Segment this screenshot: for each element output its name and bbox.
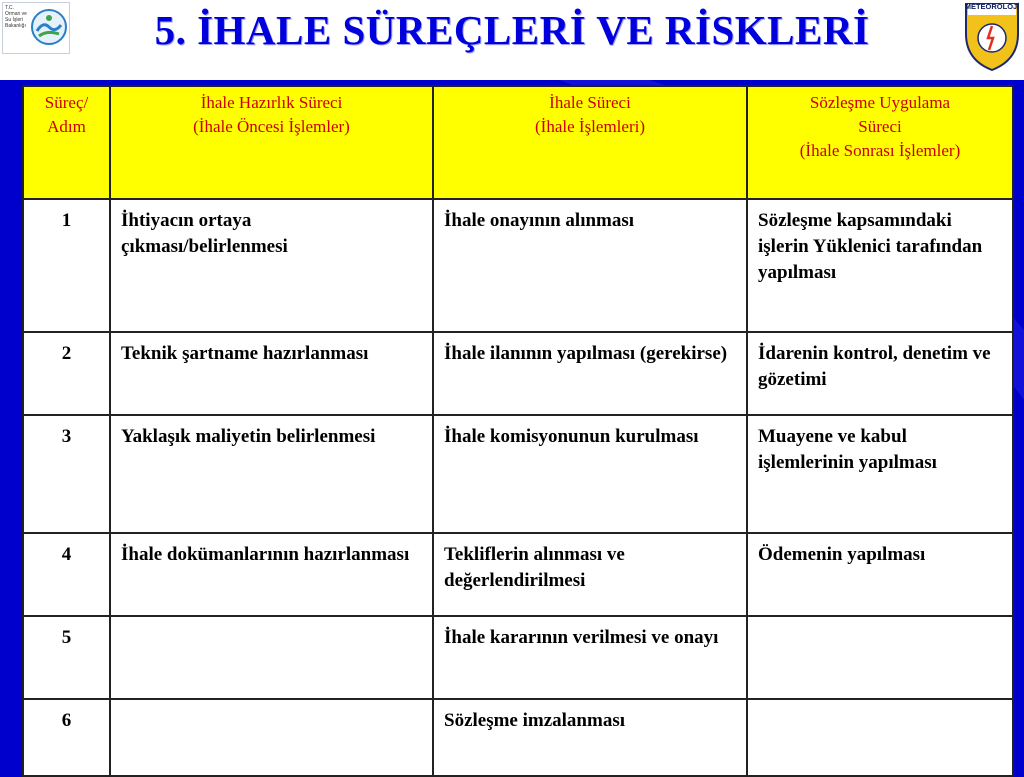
table-row bbox=[23, 332, 1013, 415]
preparation-cell: Teknik şartname hazırlanması bbox=[110, 332, 433, 415]
tender-cell: İhale komisyonunun kurulması bbox=[433, 415, 747, 533]
table-row bbox=[23, 415, 1013, 533]
step-number: 5 bbox=[23, 616, 110, 699]
preparation-cell bbox=[110, 699, 433, 776]
tender-cell: İhale onayının alınması bbox=[433, 199, 747, 332]
preparation-cell: İhtiyacın ortaya çıkması/belirlenmesi bbox=[110, 199, 433, 332]
preparation-cell bbox=[110, 616, 433, 699]
table-row bbox=[23, 533, 1013, 616]
preparation-cell: İhale dokümanlarının hazırlanması bbox=[110, 533, 433, 616]
contract-cell: Sözleşme kapsamındaki işlerin Yüklenici tarafından yapılması bbox=[747, 199, 1013, 332]
tender-cell: Sözleşme imzalanması bbox=[433, 699, 747, 776]
header-preparation-process: İhale Hazırlık Süreci (İhale Öncesi İşlemler) bbox=[110, 86, 433, 199]
preparation-cell: Yaklaşık maliyetin belirlenmesi bbox=[110, 415, 433, 533]
contract-cell: Muayene ve kabul işlemlerinin yapılması bbox=[747, 415, 1013, 533]
step-number: 4 bbox=[23, 533, 110, 616]
contract-cell: İdarenin kontrol, denetim ve gözetimi bbox=[747, 332, 1013, 415]
table-row bbox=[23, 699, 1013, 776]
tender-cell: Tekliflerin alınması ve değerlendirilmesi bbox=[433, 533, 747, 616]
header-step: Süreç/ Adım bbox=[23, 86, 110, 199]
step-number: 1 bbox=[23, 199, 110, 332]
tender-cell: İhale ilanının yapılması (gerekirse) bbox=[433, 332, 747, 415]
contract-cell bbox=[747, 699, 1013, 776]
header-tender-process: İhale Süreci (İhale İşlemleri) bbox=[433, 86, 747, 199]
contract-cell bbox=[747, 616, 1013, 699]
page-title: 5. İHALE SÜREÇLERİ VE RİSKLERİ bbox=[154, 7, 870, 53]
step-number: 2 bbox=[23, 332, 110, 415]
meteoroloji-logo-text: METEOROLOJİ bbox=[964, 2, 1020, 11]
step-number: 3 bbox=[23, 415, 110, 533]
meteoroloji-logo bbox=[962, 0, 1022, 72]
contract-cell: Ödemenin yapılması bbox=[747, 533, 1013, 616]
tender-cell: İhale kararının verilmesi ve onayı bbox=[433, 616, 747, 699]
table-row bbox=[23, 616, 1013, 699]
step-number: 6 bbox=[23, 699, 110, 776]
table-row bbox=[23, 199, 1013, 332]
table-header-row bbox=[23, 86, 1013, 199]
tender-process-table bbox=[22, 85, 1014, 777]
ministry-logo: T.C. Orman ve Su İşleri Bakanlığı bbox=[2, 2, 70, 54]
header-contract-process: Sözleşme Uygulama Süreci (İhale Sonrası İşlemler) bbox=[747, 86, 1013, 199]
